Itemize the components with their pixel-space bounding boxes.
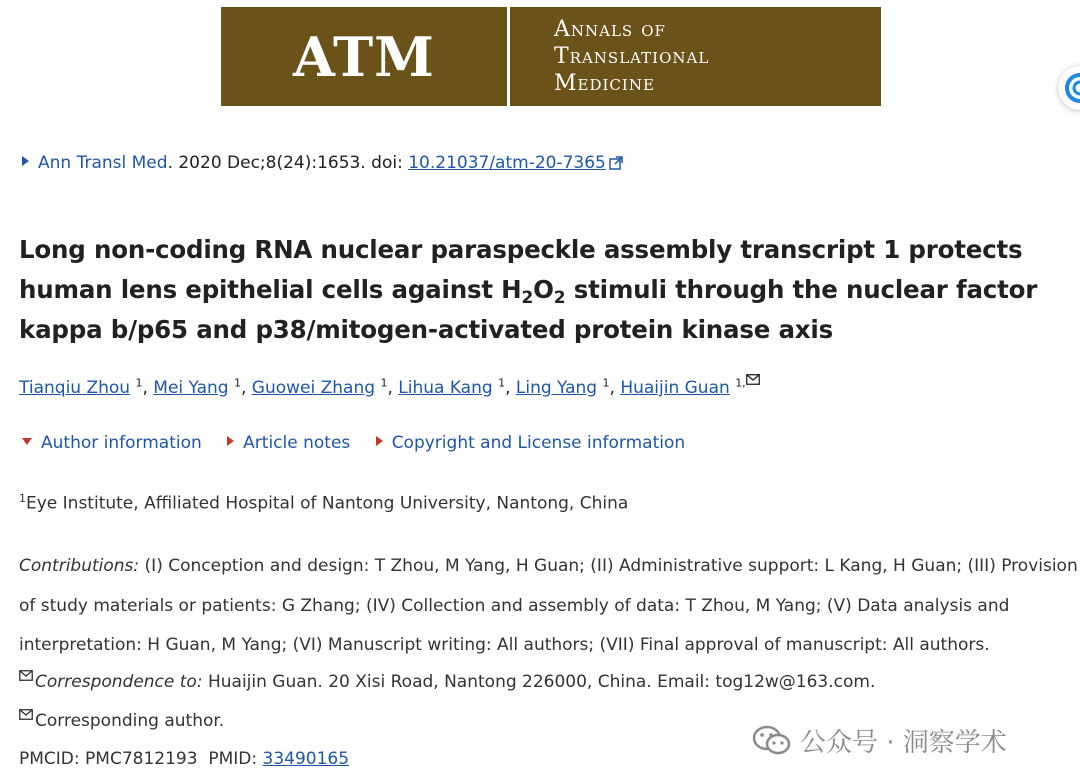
- author-affil-sup: 1: [602, 376, 610, 390]
- envelope-icon: [19, 709, 33, 720]
- author-link[interactable]: Guowei Zhang: [251, 378, 376, 398]
- copyright-label: Copyright and License information: [391, 433, 686, 453]
- caret-right-icon: [227, 436, 234, 446]
- author-link[interactable]: Huaijin Guan: [620, 378, 730, 398]
- external-link-icon[interactable]: [609, 156, 623, 170]
- title-part-1: Long non-coding RNA nuclear paraspeckle assembly transcript 1 protects human lens epithelial cells against H: [19, 235, 1023, 304]
- author-link[interactable]: Ling Yang: [515, 378, 598, 398]
- citation-line: [22, 153, 623, 173]
- journal-banner[interactable]: [221, 7, 881, 106]
- author-information-label: Author information: [41, 433, 202, 453]
- side-widget-icon[interactable]: [1058, 66, 1080, 110]
- caret-down-icon: [22, 438, 32, 445]
- author-affil-sup: 1: [380, 376, 388, 390]
- affiliation-text: Eye Institute, Affiliated Hospital of Nantong University, Nantong, China: [26, 493, 629, 514]
- journal-line-2: Translational: [554, 44, 710, 69]
- article-title: [19, 230, 1079, 350]
- pmid-label: PMID:: [208, 749, 263, 769]
- envelope-icon: [19, 670, 33, 681]
- caret-right-icon[interactable]: [22, 156, 29, 166]
- correspondence: [19, 670, 875, 692]
- journal-line-1: Annals of: [554, 17, 666, 42]
- contributions: [19, 547, 1079, 666]
- pmid-link[interactable]: 33490165: [262, 749, 350, 769]
- title-subscript-2: 2: [553, 288, 566, 308]
- copyright-toggle[interactable]: [376, 433, 685, 453]
- contributions-text: (I) Conception and design: T Zhou, M Yang, H Guan; (II) Administrative support: L Kang, H Guan; (III) Provision of study materials or patients: G Zhang; (IV) Collection and assembly of data: T Zhou, M Yang; (V) Data analysis and interpretation: H Guan, M Yang; (VI) Manuscript writing: All authors; (VII) Final approval of manuscript: All authors.: [19, 556, 1078, 655]
- article-ids: [19, 749, 349, 769]
- citation-details: . 2020 Dec;8(24):1653. doi:: [167, 153, 409, 173]
- author-list: Tianqiu Zhou $^1$, Mei Yang $^1$, Guowei Zhang $^1$, Lihua Kang $^1$, Ling Yang $^1$, Huaijin Guan $^{1,}$: [19, 374, 760, 398]
- pmcid: PMCID: PMC7812193: [19, 749, 198, 769]
- author-affil-sup: 1: [498, 376, 506, 390]
- article-notes-label: Article notes: [243, 433, 351, 453]
- article-info-links: [22, 433, 705, 453]
- journal-abbrev-link[interactable]: Ann Transl Med: [38, 153, 168, 173]
- author-link[interactable]: Mei Yang: [153, 378, 229, 398]
- title-part-2: O: [533, 275, 554, 304]
- caret-right-icon: [376, 436, 383, 446]
- author-affil-sup: 1,: [735, 376, 746, 390]
- title-subscript-1: 2: [521, 288, 534, 308]
- article-notes-toggle[interactable]: [227, 433, 350, 453]
- doi-link[interactable]: 10.21037/atm-20-7365: [408, 153, 606, 173]
- corresponding-author-note: [19, 709, 224, 731]
- atm-logo: ATM: [293, 24, 435, 89]
- correspondence-text: Huaijin Guan. 20 Xisi Road, Nantong 226000, China. Email: tog12w@163.com.: [202, 672, 876, 692]
- author-information-toggle[interactable]: [22, 433, 202, 453]
- watermark: [752, 722, 1007, 759]
- journal-line-3: Medicine: [554, 71, 655, 96]
- watermark-text: 公众号 · 洞察学术: [800, 728, 1007, 758]
- author-link[interactable]: Tianqiu Zhou: [19, 378, 131, 398]
- wechat-icon: [752, 725, 792, 757]
- correspondence-label: Correspondence to:: [35, 672, 203, 692]
- affiliation: [19, 492, 628, 514]
- journal-name: [510, 7, 709, 106]
- author-link[interactable]: Lihua Kang: [398, 378, 493, 398]
- author-affil-sup: 1: [135, 376, 143, 390]
- author-affil-sup: 1: [233, 376, 241, 390]
- contributions-label: Contributions:: [19, 556, 140, 576]
- affiliation-sup: 1: [19, 492, 26, 505]
- corresponding-author-text: Corresponding author.: [35, 711, 225, 731]
- envelope-icon[interactable]: [746, 374, 760, 385]
- title-part-3: stimuli through the nuclear factor kappa b/p65 and p38/mitogen-activated protein kinase axis: [19, 275, 1038, 344]
